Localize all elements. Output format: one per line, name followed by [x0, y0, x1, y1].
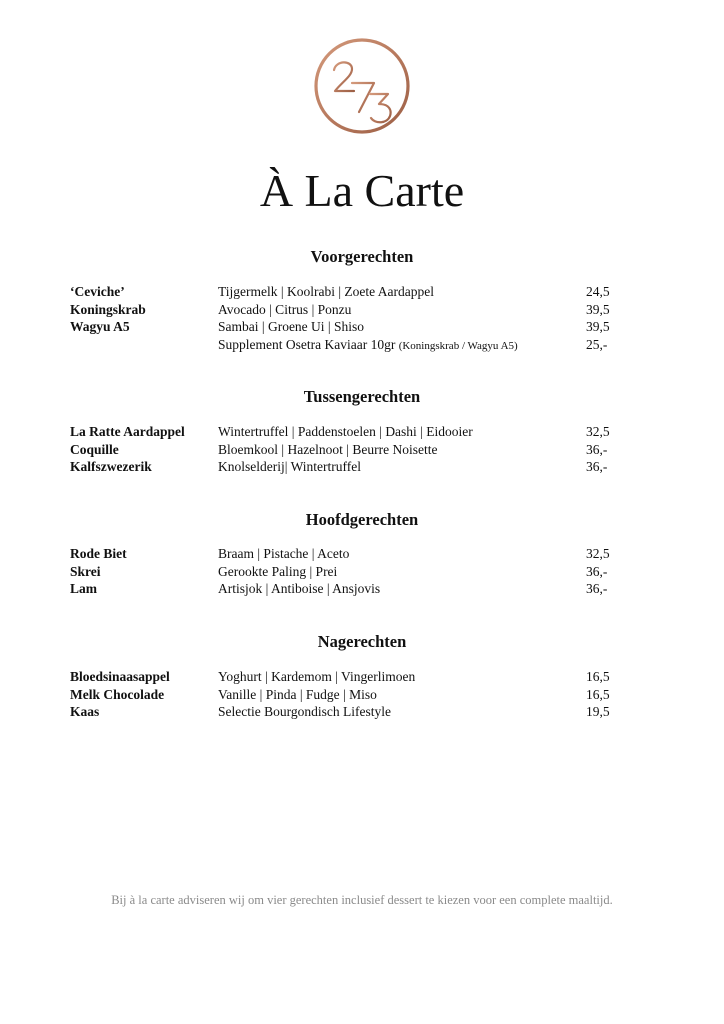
- dish-description: [218, 703, 391, 721]
- dish-description: [218, 441, 437, 459]
- dish-price: 19,5: [586, 704, 610, 720]
- dish-description: [218, 686, 377, 704]
- logo-273-icon: [312, 36, 412, 136]
- dish-name: Lam: [70, 581, 97, 597]
- dish-description: [218, 301, 351, 319]
- dish-price: 39,5: [586, 301, 610, 317]
- dish-description-text: Braam | Pistache | Aceto: [218, 546, 350, 561]
- dish-name: Koningskrab: [70, 301, 146, 317]
- dish-name: Skrei: [70, 563, 101, 579]
- dish-name: La Ratte Aardappel: [70, 424, 185, 439]
- menu-item: [0, 703, 724, 721]
- dish-description-text: Bloemkool | Hazelnoot | Beurre Noisette: [218, 441, 438, 457]
- dish-description-text: Knolselderij| Wintertruffel: [218, 459, 361, 475]
- dish-price: 16,5: [586, 669, 610, 684]
- dish-name: Coquille: [70, 441, 119, 457]
- menu-item: [0, 441, 724, 459]
- menu-section-items: [0, 545, 724, 598]
- dish-price: 39,5: [586, 319, 610, 335]
- section-title: Nagerechten: [317, 632, 407, 651]
- dish-price: 36,-: [586, 441, 608, 457]
- dish-description: [218, 458, 361, 476]
- dish-description-text: Selectie Bourgondisch Lifestyle: [218, 704, 391, 720]
- dish-description: [218, 545, 349, 563]
- dish-price: 32,5: [586, 424, 610, 439]
- dish-description-text: Vanille | Pinda | Fudge | Miso: [218, 686, 377, 702]
- dish-description-text: Yoghurt | Kardemom | Vingerlimoen: [218, 669, 416, 684]
- dish-price: 32,5: [586, 546, 610, 561]
- footer-note: Bij à la carte adviseren wij om vier gerechten inclusief dessert te kiezen voor een complete maaltijd.: [111, 893, 613, 907]
- dish-note: (Koningskrab / Wagyu A5): [398, 340, 518, 353]
- dish-description: [218, 283, 434, 301]
- dish-description-text: Gerookte Paling | Prei: [218, 563, 338, 579]
- dish-description-text: Avocado | Citrus | Ponzu: [218, 301, 352, 317]
- menu-item: [0, 668, 724, 686]
- menu-item: [0, 686, 724, 704]
- dish-description: [218, 668, 415, 686]
- section-title: Tussengerechten: [303, 387, 421, 406]
- page-title: À La Carte: [259, 165, 465, 216]
- dish-description-text: Tijgermelk | Koolrabi | Zoete Aardappel: [218, 284, 434, 299]
- dish-description-text: Wintertruffel | Paddenstoelen | Dashi | Eidooier: [218, 424, 473, 439]
- menu-item: [0, 336, 724, 354]
- dish-name: Rode Biet: [70, 546, 127, 561]
- menu-section-items: [0, 668, 724, 721]
- menu-item: [0, 318, 724, 336]
- dish-description: [218, 423, 473, 441]
- dish-description-text: Sambai | Groene Ui | Shiso: [218, 319, 365, 335]
- dish-price: 36,-: [586, 459, 608, 475]
- dish-name: ‘Ceviche’: [70, 284, 125, 299]
- dish-price: 36,-: [586, 563, 608, 579]
- dish-price: 25,-: [586, 337, 608, 353]
- menu-item: [0, 301, 724, 319]
- dish-description: [218, 318, 364, 336]
- section-title: Voorgerechten: [310, 247, 414, 266]
- section-title: Hoofdgerechten: [305, 510, 419, 529]
- dish-name: Melk Chocolade: [70, 686, 165, 702]
- menu-item: [0, 458, 724, 476]
- dish-description-text: Supplement Osetra Kaviaar 10gr: [218, 337, 399, 353]
- dish-description: [218, 336, 518, 356]
- menu-section-items: [0, 283, 724, 354]
- dish-price: 24,5: [586, 284, 610, 299]
- menu-section-items: [0, 423, 724, 476]
- dish-name: Kaas: [70, 704, 100, 720]
- menu-item: [0, 283, 724, 301]
- dish-price: 16,5: [586, 686, 610, 702]
- dish-price: 36,-: [586, 581, 608, 597]
- dish-description: [218, 580, 380, 598]
- menu-item: [0, 580, 724, 598]
- menu-item: [0, 545, 724, 563]
- menu-item: [0, 563, 724, 581]
- dish-description-text: Artisjok | Antiboise | Ansjovis: [218, 581, 381, 597]
- dish-name: Wagyu A5: [70, 319, 130, 335]
- dish-name: Kalfszwezerik: [70, 459, 152, 475]
- dish-name: Bloedsinaasappel: [70, 669, 170, 684]
- dish-description: [218, 563, 337, 581]
- menu-item: [0, 423, 724, 441]
